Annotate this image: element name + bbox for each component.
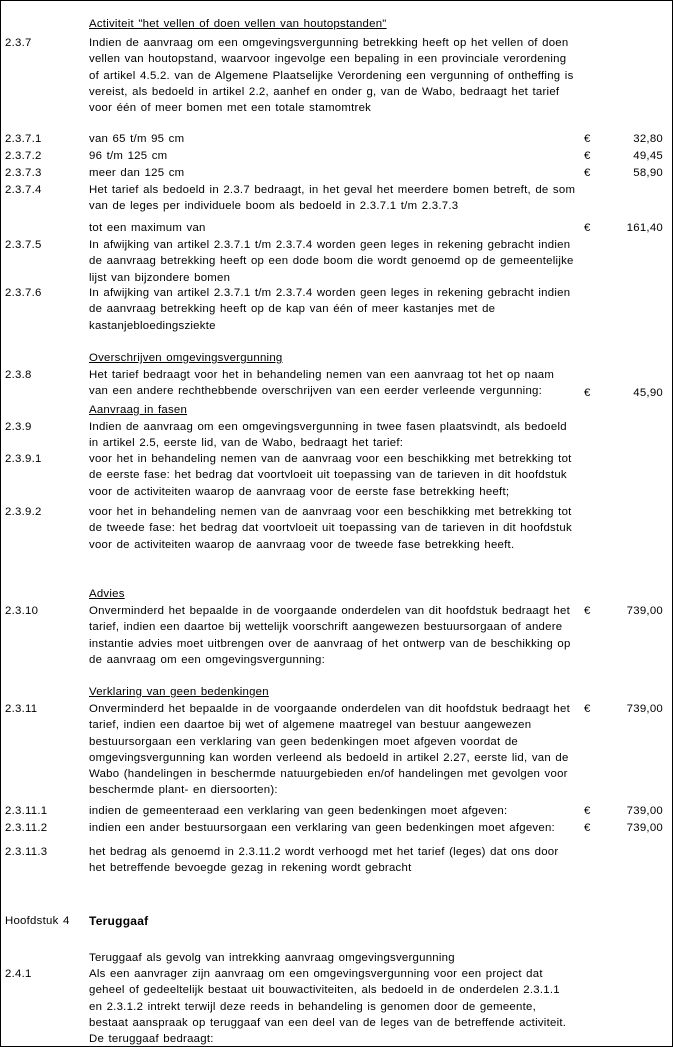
article-number: 2.3.7.1	[5, 133, 42, 145]
article-text: Onverminderd het bepaalde in de voorgaande onderdelen van dit hoofdstuk bedraagt het tarief, indien een daartoe bij wettelijk voorschrift aangewezen bestuursorgaan of andere instantie advies moet uitbrengen over de aanvraag of het ontwerp van de beschikking op de aanvraag om een omgevingsvergunning:	[89, 605, 571, 666]
tariff-amount: 32,80	[633, 133, 663, 145]
article-number: 2.3.7.5	[5, 239, 42, 251]
article-text: Als een aanvrager zijn aanvraag om een omgevingsvergunning voor een project dat geheel of gedeeltelijk bestaat uit bouwactiviteiten, als bedoeld in de onderdelen 2.3.1.1 en 2.3.1.2 intrekt terwijl deze reeds in behandeling is genomen door de gemeente, bestaat aanspraak op teruggaaf van een deel van de leges van de betreffende activiteit. De teruggaaf bedraagt:	[89, 968, 567, 1046]
tariff-amount: 49,45	[633, 150, 663, 162]
article-number: 2.3.9.1	[5, 453, 42, 465]
article-number: 2.3.11.2	[5, 822, 48, 834]
chapter-number: Hoofdstuk 4	[5, 915, 70, 927]
article-number: 2.3.7.3	[5, 167, 42, 179]
article-number: 2.3.7	[5, 37, 32, 49]
article-number: 2.3.10	[5, 605, 39, 617]
euro-sign: €	[584, 805, 591, 817]
tariff-amount: 161,40	[626, 222, 663, 234]
article-text: 96 t/m 125 cm	[89, 150, 168, 162]
article-text: tot een maximum van	[89, 222, 206, 234]
euro-sign: €	[584, 703, 591, 715]
article-number: 2.3.7.6	[5, 287, 42, 299]
article-number: 2.3.8	[5, 369, 32, 381]
section-heading: Verklaring van geen bedenkingen	[89, 686, 269, 698]
tariff-amount: 739,00	[626, 703, 663, 715]
article-text: meer dan 125 cm	[89, 167, 185, 179]
euro-sign: €	[584, 387, 591, 399]
tariff-amount: 739,00	[626, 805, 663, 817]
article-text: Indien de aanvraag om een omgevingsvergunning in twee fasen plaatsvindt, als bedoeld in artikel 2.5, eerste lid, van de Wabo, bedraagt het tarief:	[89, 421, 567, 450]
section-heading: Advies	[89, 588, 125, 600]
section-heading: Overschrijven omgevingsvergunning	[89, 352, 283, 364]
article-text: het bedrag als genoemd in 2.3.11.2 wordt verhoogd met het tarief (leges) dat ons door het betreffende bevoegde gezag in rekening wordt gebracht	[89, 846, 559, 875]
section-heading: Teruggaaf als gevolg van intrekking aanvraag omgevingsvergunning	[89, 952, 455, 964]
article-text: In afwijking van artikel 2.3.7.1 t/m 2.3.7.4 worden geen leges in rekening gebracht indien de aanvraag betrekking heeft op de kap van één of meer kastanjes met de kastanjebloedingsziekte	[89, 287, 571, 332]
article-text: Onverminderd het bepaalde in de voorgaande onderdelen van dit hoofdstuk bedraagt het tarief, indien een daartoe bij wet of algemene maatregel van bestuur aangewezen bestuursorgaan een verklaring van geen bedenkingen moet afgeven voordat de omgevingsvergunning kan worden verleend als bedoeld in artikel 2.27, eerste lid, van de Wabo (handelingen in beschermde natuurgebieden en/of handelingen met gevolgen voor beschermde plant- en diersoorten):	[89, 703, 570, 797]
article-text: voor het in behandeling nemen van de aanvraag voor een beschikking met betrekking tot de eerste fase: het bedrag dat voortvloeit uit toepassing van de tarieven in dit hoofdstuk voor de activiteiten waarop de aanvraag voor de eerste fase betrekking heeft;	[89, 453, 572, 498]
article-text: voor het in behandeling nemen van de aanvraag voor een beschikking met betrekking tot de tweede fase: het bedrag dat voortvloeit uit toepassing van de tarieven in dit hoofdstuk voor de activiteiten waarop de aanvraag voor de tweede fase betrekking heeft.	[89, 506, 572, 551]
article-text: Het tarief bedraagt voor het in behandeling nemen van een aanvraag tot het op naam van een andere rechthebbende overschrijven van een eerder verleende vergunning:	[89, 369, 555, 398]
tariff-amount: 739,00	[626, 605, 663, 617]
euro-sign: €	[584, 822, 591, 834]
article-number: 2.3.7.4	[5, 184, 42, 196]
euro-sign: €	[584, 133, 591, 145]
article-text: indien een ander bestuursorgaan een verklaring van geen bedenkingen moet afgeven:	[89, 822, 555, 834]
tariff-amount: 739,00	[626, 822, 663, 834]
euro-sign: €	[584, 605, 591, 617]
article-number: 2.3.9	[5, 421, 32, 433]
article-text: In afwijking van artikel 2.3.7.1 t/m 2.3.7.4 worden geen leges in rekening gebracht indien de aanvraag betrekking heeft op een dode boom die wordt genoemd op de gemeentelijke lijst van bijzondere bomen	[89, 239, 574, 284]
euro-sign: €	[584, 150, 591, 162]
article-text: Het tarief als bedoeld in 2.3.7 bedraagt, in het geval het meerdere bomen betreft, de som van de leges per individuele boom als bedoeld in 2.3.7.1 t/m 2.3.7.3	[89, 184, 576, 213]
article-number: 2.3.7.2	[5, 150, 42, 162]
article-text: indien de gemeenteraad een verklaring van geen bedenkingen moet afgeven:	[89, 805, 508, 817]
article-number: 2.3.11.1	[5, 805, 48, 817]
tariff-amount: 58,90	[633, 167, 663, 179]
chapter-title: Teruggaaf	[89, 914, 149, 928]
article-number: 2.4.1	[5, 968, 32, 980]
article-number: 2.3.11	[5, 703, 38, 715]
article-number: 2.3.9.2	[5, 506, 42, 518]
tariff-amount: 45,90	[633, 387, 663, 399]
section-heading: Activiteit "het vellen of doen vellen van houtopstanden"	[89, 18, 387, 30]
euro-sign: €	[584, 222, 591, 234]
euro-sign: €	[584, 167, 591, 179]
article-text: Indien de aanvraag om een omgevingsvergunning betrekking heeft op het vellen of doen vellen van houtopstand, waarvoor ingevolge een bepaling in een provinciale verordening of artikel 4.5.2. van de Algemene Plaatselijke Verordening een vergunning of ontheffing is vereist, als bedoeld in artikel 2.2, aanhef en onder g, van de Wabo, bedraagt het tarief voor één of meer bomen met een totale stamomtrek	[89, 37, 574, 115]
section-heading: Aanvraag in fasen	[89, 404, 188, 416]
article-number: 2.3.11.3	[5, 846, 48, 858]
article-text: van 65 t/m 95 cm	[89, 133, 185, 145]
